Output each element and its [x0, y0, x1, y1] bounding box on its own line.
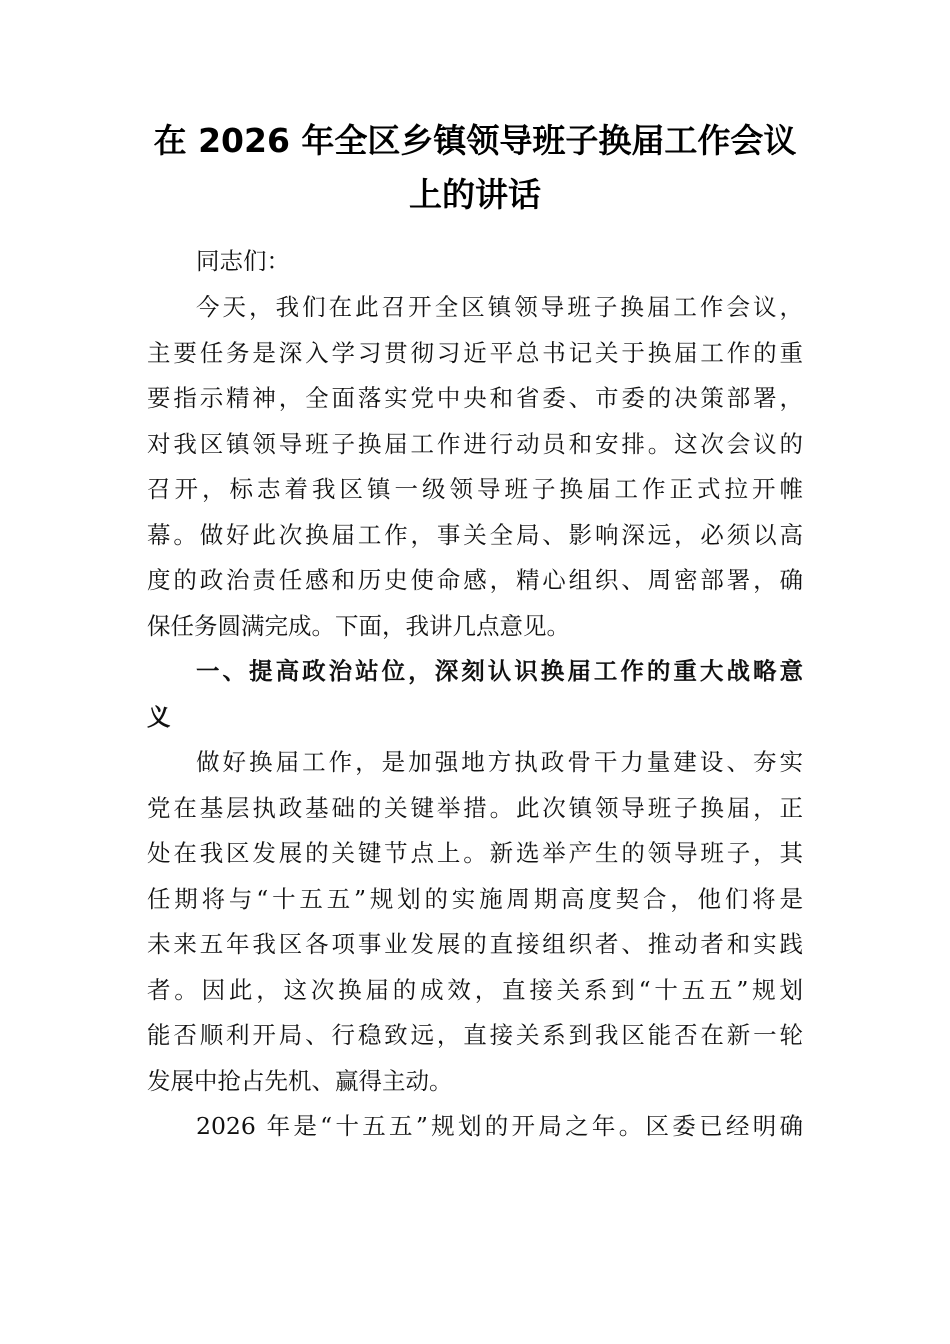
paragraph-1-line: 度的政治责任感和历史使命感，精心组织、周密部署，确	[147, 566, 803, 594]
paragraph-3-line: 2026 年是“十五五”规划的开局之年。区委已经明确	[196, 1112, 803, 1140]
document-title-line-2: 上的讲话	[409, 175, 541, 214]
paragraph-1-line: 幕。做好此次换届工作，事关全局、影响深远，必须以高	[147, 521, 803, 549]
paragraph-2-line: 做好换届工作，是加强地方执政骨干力量建设、夯实	[196, 748, 803, 776]
paragraph-1-line: 召开，标志着我区镇一级领导班子换届工作正式拉开帷	[147, 475, 803, 503]
section-heading-1: 一、提高政治站位，深刻认识换届工作的重大战略意	[196, 657, 803, 685]
paragraph-1-line: 保任务圆满完成。下面，我讲几点意见。	[147, 612, 570, 640]
salutation: 同志们：	[196, 247, 290, 275]
paragraph-1-line: 对我区镇领导班子换届工作进行动员和安排。这次会议的	[147, 430, 803, 458]
paragraph-2-line: 任期将与“十五五”规划的实施周期高度契合，他们将是	[147, 885, 803, 913]
paragraph-2-line: 发展中抢占先机、赢得主动。	[147, 1067, 453, 1095]
paragraph-1-line: 今天，我们在此召开全区镇领导班子换届工作会议，	[196, 293, 803, 321]
paragraph-2-line: 未来五年我区各项事业发展的直接组织者、推动者和实践	[147, 930, 803, 958]
paragraph-1-line: 主要任务是深入学习贯彻习近平总书记关于换届工作的重	[147, 339, 803, 367]
document-title-line-1: 在 2026 年全区乡镇领导班子换届工作会议	[153, 121, 797, 160]
paragraph-2-line: 党在基层执政基础的关键举措。此次镇领导班子换届，正	[147, 794, 803, 822]
paragraph-2-line: 者。因此，这次换届的成效，直接关系到“十五五”规划	[147, 976, 803, 1004]
paragraph-1-line: 要指示精神，全面落实党中央和省委、市委的决策部署，	[147, 384, 803, 412]
paragraph-2-line: 能否顺利开局、行稳致远，直接关系到我区能否在新一轮	[147, 1021, 803, 1049]
paragraph-2-line: 处在我区发展的关键节点上。新选举产生的领导班子，其	[147, 839, 803, 867]
section-heading-1-cont: 义	[147, 703, 171, 731]
